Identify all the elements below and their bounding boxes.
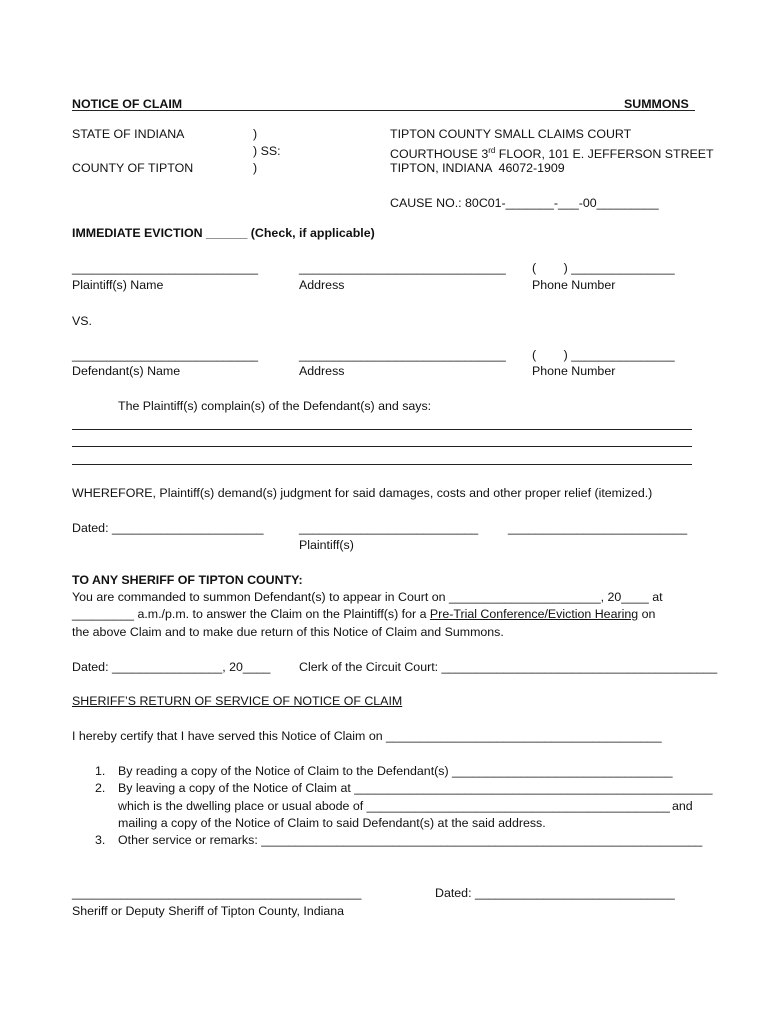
- plaintiff-address-label: Address: [299, 278, 345, 292]
- certify-line[interactable]: I hereby certify that I have served this Notice of Claim on ________________________________________: [72, 729, 662, 743]
- item-2-and: and: [672, 799, 693, 813]
- sheriff-signature-label: Sheriff or Deputy Sheriff of Tipton County, Indiana: [72, 904, 345, 918]
- court-address-pre: COURTHOUSE 3: [390, 147, 489, 162]
- plaintiff-signature-label: Plaintiff(s): [299, 538, 354, 552]
- sheriff-order-line-2-pre: _________ a.m./p.m. to answer the Claim on the Plaintiff(s) for a: [72, 607, 430, 621]
- caption-paren-3: ): [253, 161, 258, 175]
- item-2-abode[interactable]: which is the dwelling place or usual abode of ____________________________________________: [118, 799, 670, 813]
- complaint-line-2[interactable]: [72, 446, 692, 447]
- plaintiff-address-field[interactable]: ______________________________: [299, 261, 506, 275]
- item-3-number: 3.: [95, 833, 106, 847]
- defendant-address-label: Address: [299, 364, 345, 378]
- dated-field[interactable]: Dated: ______________________: [72, 521, 264, 535]
- plaintiff-phone-field[interactable]: ( ) _______________: [532, 261, 675, 275]
- plaintiff-signature-line-2[interactable]: __________________________: [508, 521, 688, 535]
- item-1-number: 1.: [95, 764, 106, 778]
- defendant-address-field[interactable]: ______________________________: [299, 348, 506, 362]
- summons-title: SUMMONS: [624, 97, 689, 111]
- wherefore-clause: WHEREFORE, Plaintiff(s) demand(s) judgment for said damages, costs and other proper relief (itemized.): [72, 486, 653, 500]
- complaint-intro: The Plaintiff(s) complain(s) of the Defendant(s) and says:: [118, 399, 432, 413]
- plaintiff-name-field[interactable]: ___________________________: [72, 261, 259, 275]
- sheriff-order-heading: TO ANY SHERIFF OF TIPTON COUNTY:: [72, 573, 303, 587]
- item-2-mailing: mailing a copy of the Notice of Claim to said Defendant(s) at the said address.: [118, 816, 546, 830]
- sheriff-order-line-2[interactable]: [72, 606, 655, 622]
- versus-label: VS.: [72, 314, 92, 328]
- court-city: TIPTON, INDIANA 46072-1909: [390, 161, 565, 175]
- court-name: TIPTON COUNTY SMALL CLAIMS COURT: [390, 127, 632, 141]
- caption-paren-ss: ) SS:: [253, 144, 281, 158]
- hearing-type: Pre-Trial Conference/Eviction Hearing: [429, 607, 639, 621]
- return-of-service-heading: SHERIFF’S RETURN OF SERVICE OF NOTICE OF CLAIM: [72, 694, 403, 708]
- sheriff-order-line-3: the above Claim and to make due return of this Notice of Claim and Summons.: [72, 625, 504, 639]
- item-2-number: 2.: [95, 781, 106, 795]
- caption-paren-1: ): [253, 127, 258, 141]
- clerk-dated-field[interactable]: Dated: ________________, 20____: [72, 660, 271, 674]
- sheriff-signature-line[interactable]: __________________________________________: [72, 886, 362, 900]
- court-address-post: FLOOR, 101 E. JEFFERSON STREET: [495, 147, 714, 162]
- complaint-line-3[interactable]: [72, 464, 692, 465]
- court-address-sup: rd: [488, 146, 496, 155]
- county-label: COUNTY OF TIPTON: [72, 161, 194, 175]
- sheriff-dated-field[interactable]: Dated: _____________________________: [435, 886, 675, 900]
- item-2-leaving[interactable]: By leaving a copy of the Notice of Claim at ____________________________________________________: [118, 781, 713, 795]
- plaintiff-name-label: Plaintiff(s) Name: [72, 278, 164, 292]
- complaint-line-1[interactable]: [72, 429, 692, 430]
- sheriff-order-line-2-post: on: [638, 607, 656, 621]
- plaintiff-signature-line-1[interactable]: __________________________: [299, 521, 479, 535]
- clerk-signature-field[interactable]: Clerk of the Circuit Court: ________________________________________: [299, 660, 718, 674]
- item-1-reading[interactable]: By reading a copy of the Notice of Claim to the Defendant(s) ________________________________: [118, 764, 673, 778]
- header-rule: [72, 110, 695, 111]
- defendant-phone-label: Phone Number: [532, 364, 616, 378]
- notice-of-claim-title: NOTICE OF CLAIM: [72, 97, 183, 111]
- plaintiff-phone-label: Phone Number: [532, 278, 616, 292]
- defendant-name-label: Defendant(s) Name: [72, 364, 181, 378]
- item-3-other[interactable]: Other service or remarks: ________________________________________________________________: [118, 833, 703, 847]
- cause-number-field[interactable]: CAUSE NO.: 80C01-_______-___-00_________: [390, 196, 659, 210]
- immediate-eviction-checkbox[interactable]: IMMEDIATE EVICTION ______ (Check, if applicable): [72, 226, 375, 240]
- defendant-name-field[interactable]: ___________________________: [72, 348, 259, 362]
- defendant-phone-field[interactable]: ( ) _______________: [532, 348, 675, 362]
- sheriff-order-line-1[interactable]: You are commanded to summon Defendant(s) to appear in Court on ______________________, 20____ at: [72, 590, 663, 604]
- state-label: STATE OF INDIANA: [72, 127, 185, 141]
